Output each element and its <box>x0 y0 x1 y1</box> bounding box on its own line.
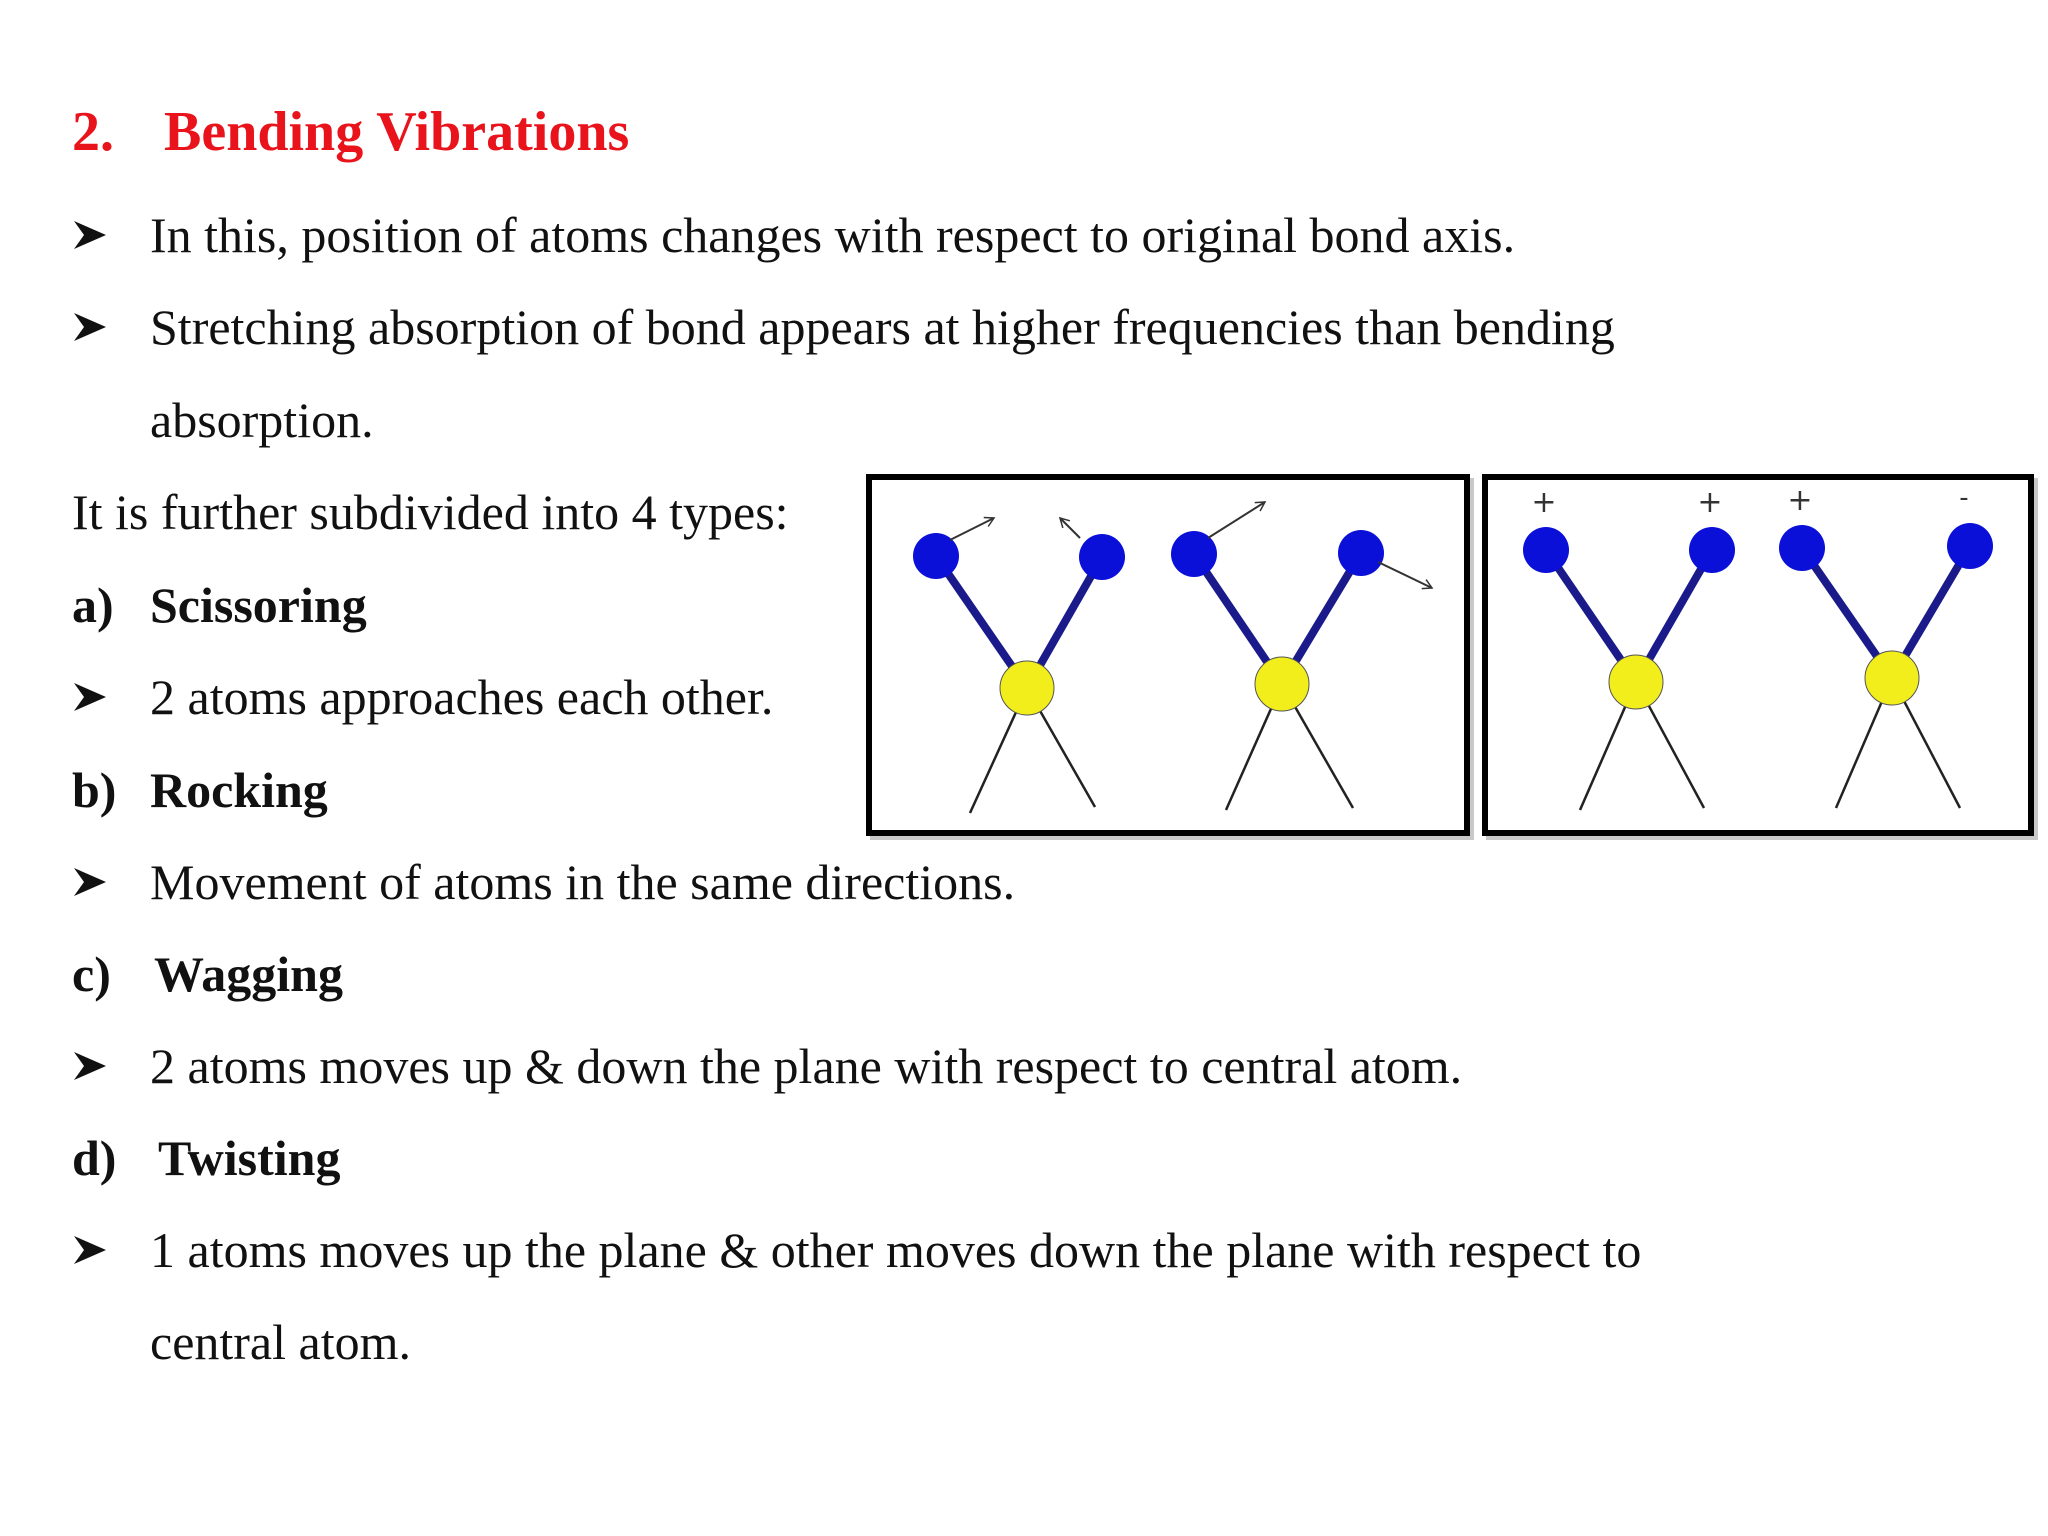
type-description: 2 atoms approaches each other. <box>150 669 774 725</box>
type-title: Twisting <box>158 1130 341 1186</box>
arrow-bullet-icon <box>72 852 116 912</box>
sign-label: + <box>1531 485 1557 520</box>
section-number: 2. <box>72 101 114 163</box>
type-label: d) <box>72 1130 117 1186</box>
type-description-continuation: central atom. <box>150 1314 411 1370</box>
intro-line: It is further subdivided into 4 types: <box>72 484 789 540</box>
sign-label: - <box>1959 483 1969 513</box>
sign-label: + <box>1697 485 1723 520</box>
arrow-bullet-icon <box>72 667 116 727</box>
type-label: b) <box>72 762 117 818</box>
bullet-text: Stretching absorption of bond appears at higher frequencies than bending <box>150 299 1615 355</box>
figure-wagging-twisting <box>1482 474 2034 836</box>
arrow-bullet-icon <box>72 297 116 357</box>
molecule-wagging <box>1523 527 1735 810</box>
molecule-scissoring <box>913 518 1125 813</box>
type-title: Scissoring <box>150 577 367 633</box>
arrow-bullet-icon <box>72 1220 116 1280</box>
type-label: c) <box>72 946 111 1002</box>
sign-label: + <box>1787 483 1813 518</box>
type-description: Movement of atoms in the same directions. <box>150 854 1016 910</box>
arrow-bullet-icon <box>72 1036 116 1096</box>
type-title: Rocking <box>150 762 328 818</box>
arrow-bullet-icon <box>72 205 116 265</box>
type-description: 2 atoms moves up & down the plane with respect to central atom. <box>150 1038 1463 1094</box>
bullet-text-continuation: absorption. <box>150 392 374 448</box>
type-title: Wagging <box>154 946 343 1002</box>
figure-scissoring-rocking <box>866 474 1470 836</box>
type-label: a) <box>72 577 114 633</box>
section-heading <box>72 100 629 164</box>
molecule-twisting <box>1779 523 1993 808</box>
type-description: 1 atoms moves up the plane & other moves down the plane with respect to <box>150 1222 1642 1278</box>
molecule-rocking <box>1171 502 1432 810</box>
section-title: Bending Vibrations <box>164 101 630 163</box>
bullet-text: In this, position of atoms changes with respect to original bond axis. <box>150 207 1516 263</box>
